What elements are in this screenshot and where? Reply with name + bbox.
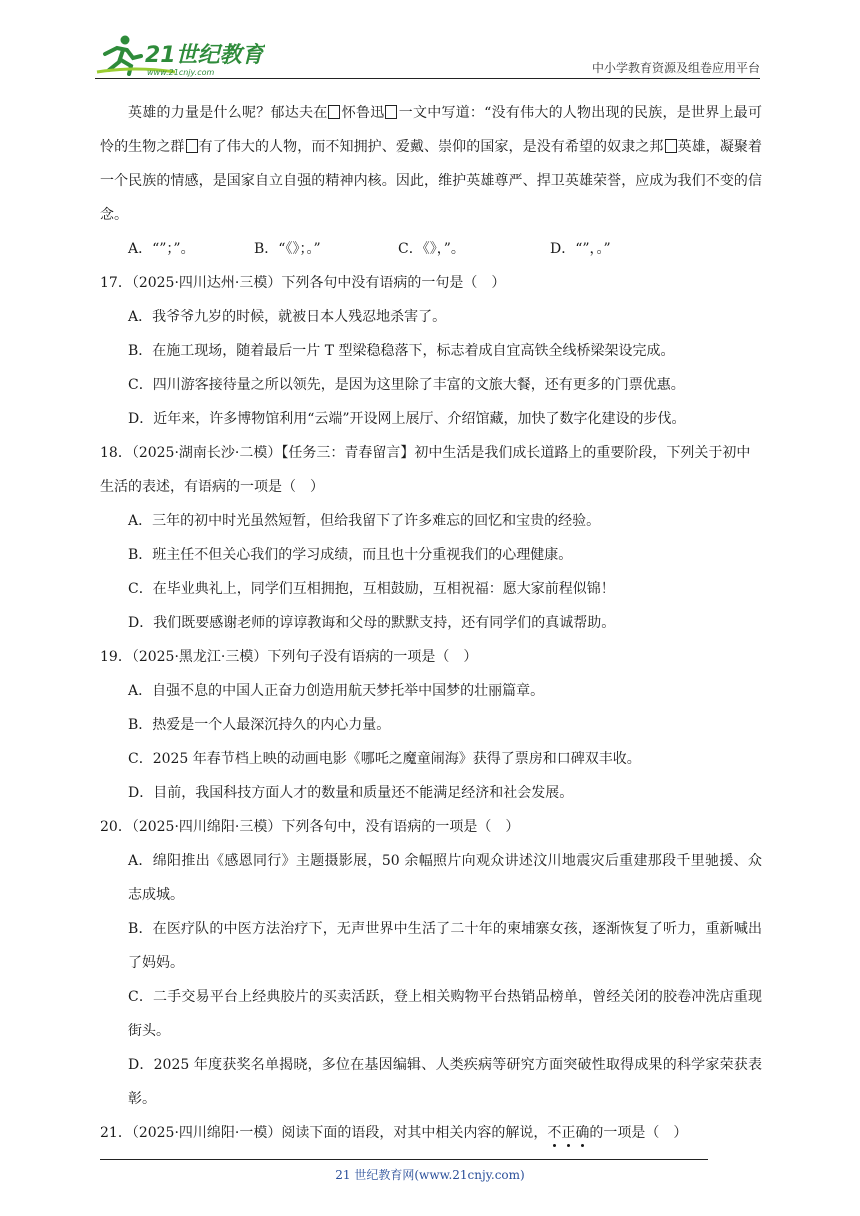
page-header bbox=[95, 32, 760, 78]
blank-box-1 bbox=[328, 105, 340, 119]
emphasis-char: 正 bbox=[561, 1125, 576, 1141]
q17-option-c: C．四川游客接待量之所以领先，是因为这里除了丰富的文旅大餐，还有更多的门票优惠。 bbox=[128, 377, 685, 393]
logo-21cnjy bbox=[95, 32, 265, 78]
blank-box-2 bbox=[385, 105, 397, 119]
q19-option-a: A．自强不息的中国人正奋力创造用航天梦托举中国梦的壮丽篇章。 bbox=[128, 683, 545, 699]
emphasis-char: 确 bbox=[575, 1125, 590, 1141]
q16-passage: 英雄的力量是什么呢？郁达夫在 怀鲁迅 一文中写道：“没有伟大的人物出现的民族，是世界上最可怜的生物之群 有了伟大的人物，而不知拥护、爱戴、崇仰的国家，是没有希望的奴隶之邦 英雄，凝聚着一个民族的情感，是国家自立自强的精神内核。因此，维护英雄尊严、捍卫英雄荣誉，应成为我们不变的信念。 bbox=[100, 105, 763, 223]
question-content bbox=[100, 96, 762, 1150]
q20-stem: 20．（2025·四川绵阳·三模）下列各句中，没有语病的一项是（ ） bbox=[100, 819, 520, 835]
q18-option-c: C．在毕业典礼上，同学们互相拥抱，互相鼓励，互相祝福：愿大家前程似锦！ bbox=[128, 581, 615, 597]
svg-text:21世纪教育: 21世纪教育 bbox=[145, 43, 264, 68]
header-divider bbox=[95, 78, 760, 79]
q17-option-a: A．我爷爷九岁的时候，就被日本人残忍地杀害了。 bbox=[128, 309, 447, 325]
q18-option-b: B．班主任不但关心我们的学习成绩，而且也十分重视我们的心理健康。 bbox=[128, 547, 573, 563]
header-platform-text: 中小学教育资源及组卷应用平台 bbox=[591, 61, 760, 75]
q16-options bbox=[100, 232, 762, 266]
q16-option-a: A．“”；”。 bbox=[128, 241, 195, 257]
svg-text:www.21cnjy.com: www.21cnjy.com bbox=[147, 68, 215, 77]
q21-stem: 21．（2025·四川绵阳·一模）阅读下面的语段，对其中相关内容的解说，不正确的一项是（ ） bbox=[100, 1125, 688, 1141]
blank-box-3 bbox=[186, 139, 198, 153]
q18-option-d: D．我们既要感谢老师的谆谆教诲和父母的默默支持，还有同学们的真诚帮助。 bbox=[128, 615, 616, 631]
q19-option-b: B．热爱是一个人最深沉持久的内心力量。 bbox=[128, 717, 391, 733]
q17-stem: 17．（2025·四川达州·三模）下列各句中没有语病的一句是（ ） bbox=[100, 275, 506, 291]
page-footer[interactable]: 21 世纪教育网(www.21cnjy.com) bbox=[335, 1168, 525, 1182]
q16-option-c: C．《》，”。 bbox=[398, 241, 465, 257]
q20-option-c: C．二手交易平台上经典胶片的买卖活跃，登上相关购物平台热销品榜单，曾经关闭的胶卷冲洗店重现街头。 bbox=[128, 989, 762, 1039]
q20-option-d: D．2025 年度获奖名单揭晓，多位在基因编辑、人类疾病等研究方面突破性取得成果的科学家荣获表彰。 bbox=[128, 1057, 762, 1107]
emphasis-char: 不 bbox=[547, 1125, 562, 1141]
q18-option-a: A．三年的初中时光虽然短暂，但给我留下了许多难忘的回忆和宝贵的经验。 bbox=[128, 513, 601, 529]
q19-stem: 19．（2025·黑龙江·三模）下列句子没有语病的一项是（ ） bbox=[100, 649, 478, 665]
q20-option-b: B．在医疗队的中医方法治疗下，无声世界中生活了二十年的柬埔寨女孩，逐渐恢复了听力，重新喊出了妈妈。 bbox=[128, 921, 762, 971]
q18-stem: 18．（2025·湖南长沙·二模）【任务三：青春留言】初中生活是我们成长道路上的重要阶段，下列关于初中生活的表述，有语病的一项是（ ） bbox=[100, 445, 751, 495]
q19-option-d: D．目前，我国科技方面人才的数量和质量还不能满足经济和社会发展。 bbox=[128, 785, 574, 801]
q20-option-a: A．绵阳推出《感恩同行》主题摄影展，50 余幅照片向观众讲述汶川地震灾后重建那段千里驰援、众志成城。 bbox=[128, 853, 762, 903]
q19-option-c: C．2025 年春节档上映的动画电影《哪吒之魔童闹海》获得了票房和口碑双丰收。 bbox=[128, 751, 641, 767]
q17-option-b: B．在施工现场，随着最后一片 T 型梁稳稳落下，标志着成自宜高铁全线桥梁架设完成。 bbox=[128, 343, 675, 359]
q16-option-d: D．“”，。” bbox=[550, 241, 611, 257]
blank-box-4 bbox=[665, 139, 677, 153]
footer-divider bbox=[100, 1159, 708, 1160]
q16-option-b: B．“《》；。” bbox=[254, 241, 321, 257]
q17-option-d: D．近年来，许多博物馆利用“云端”开设网上展厅、介绍馆藏，加快了数字化建设的步伐。 bbox=[128, 411, 686, 427]
